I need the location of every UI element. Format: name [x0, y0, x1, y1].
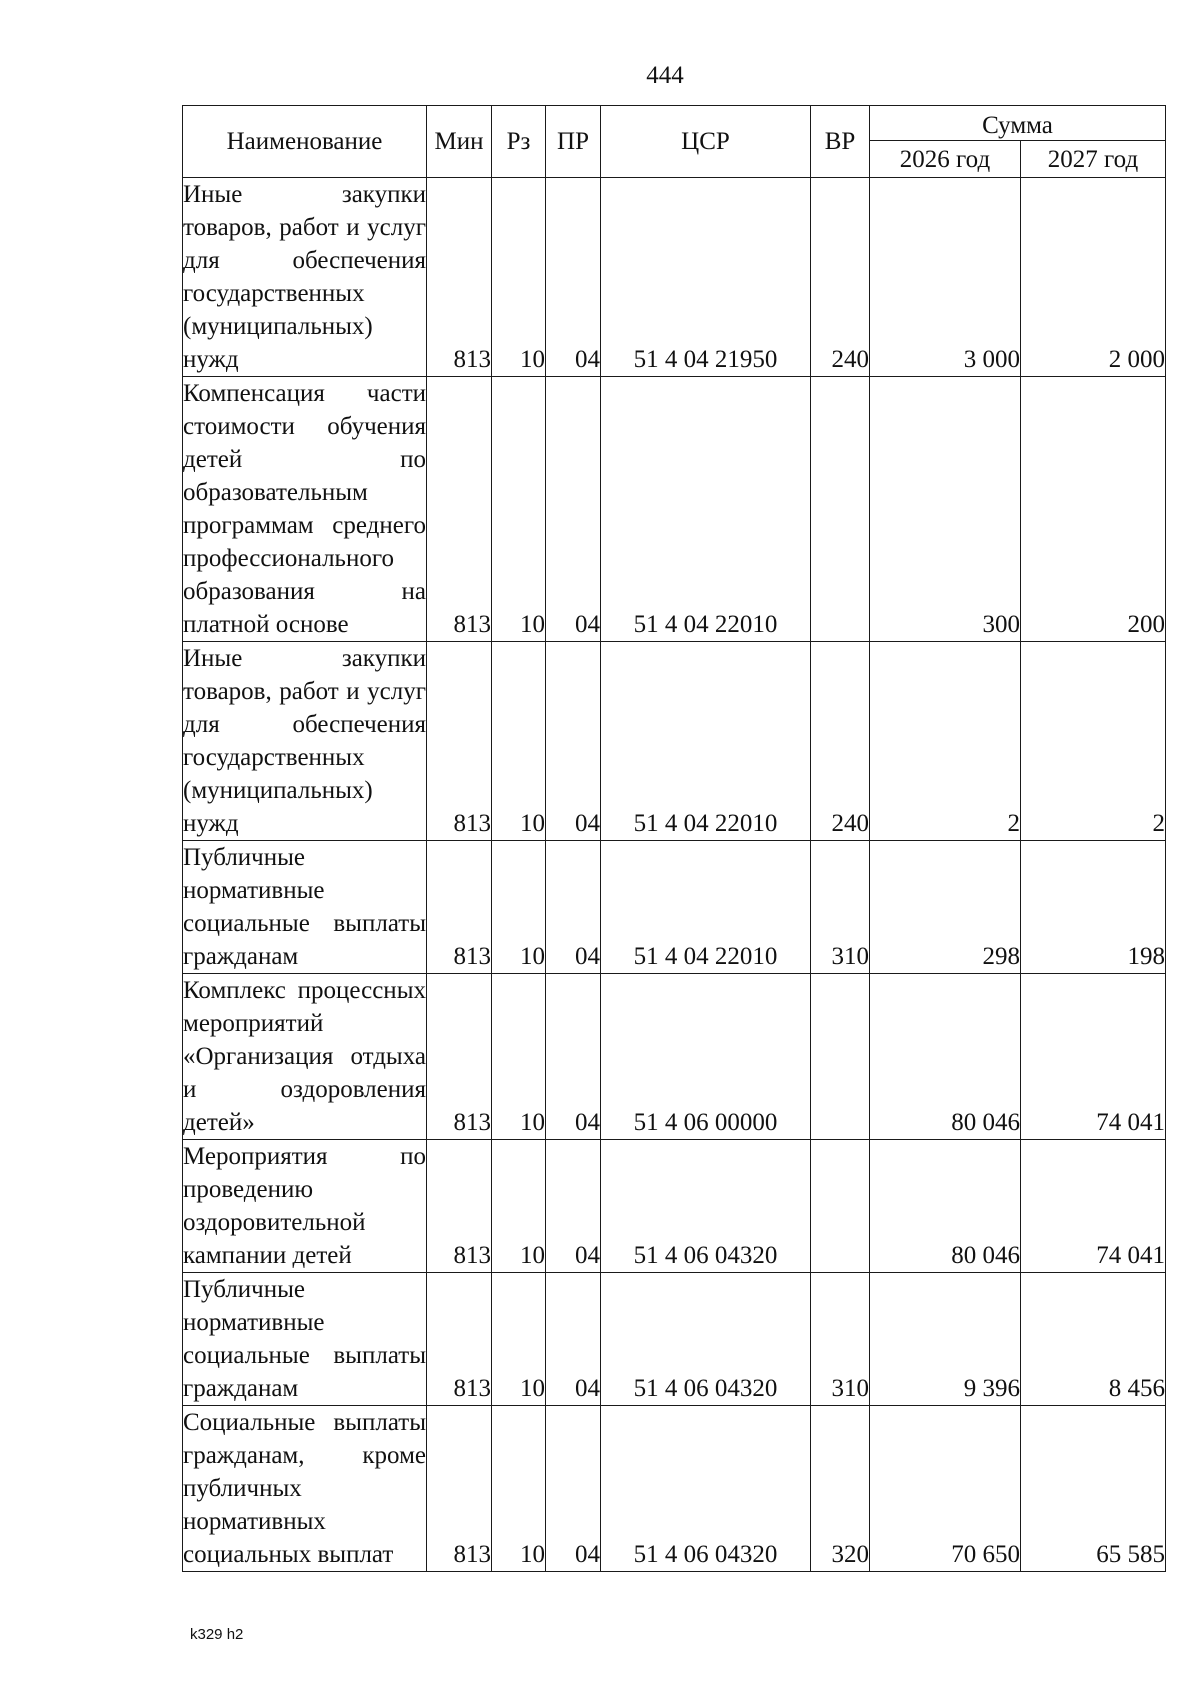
header-min: Мин	[427, 106, 492, 178]
footer-code: k329 h2	[190, 1626, 244, 1643]
cell-min: 813	[427, 841, 492, 974]
cell-vr: 320	[811, 1406, 870, 1572]
cell-csr: 51 4 06 04320	[601, 1406, 811, 1572]
cell-csr: 51 4 04 22010	[601, 642, 811, 841]
cell-name: Комплекс процессных мероприятий «Организация отдыха и оздоровления детей»	[183, 974, 427, 1140]
cell-vr	[811, 1140, 870, 1273]
cell-min: 813	[427, 642, 492, 841]
cell-pr: 04	[546, 1406, 601, 1572]
table-row	[183, 178, 1166, 377]
table-row	[183, 841, 1166, 974]
header-year-2027: 2027 год	[1021, 141, 1166, 178]
table-row	[183, 1406, 1166, 1572]
cell-csr: 51 4 06 04320	[601, 1140, 811, 1273]
cell-2026: 3 000	[870, 178, 1021, 377]
header-sum: Сумма	[870, 106, 1166, 141]
cell-csr: 51 4 06 00000	[601, 974, 811, 1140]
cell-2026: 80 046	[870, 974, 1021, 1140]
cell-csr: 51 4 06 04320	[601, 1273, 811, 1406]
cell-min: 813	[427, 1406, 492, 1572]
cell-csr: 51 4 04 21950	[601, 178, 811, 377]
cell-2027: 2	[1021, 642, 1166, 841]
cell-vr	[811, 377, 870, 642]
cell-pr: 04	[546, 974, 601, 1140]
cell-name: Публичные нормативные социальные выплаты гражданам	[183, 1273, 427, 1406]
cell-pr: 04	[546, 178, 601, 377]
cell-pr: 04	[546, 642, 601, 841]
cell-name: Мероприятия по проведению оздоровительной кампании детей	[183, 1140, 427, 1273]
cell-2026: 2	[870, 642, 1021, 841]
cell-rz: 10	[492, 841, 546, 974]
cell-pr: 04	[546, 1140, 601, 1273]
cell-2027: 8 456	[1021, 1273, 1166, 1406]
table-row	[183, 642, 1166, 841]
cell-min: 813	[427, 1273, 492, 1406]
cell-rz: 10	[492, 377, 546, 642]
cell-rz: 10	[492, 642, 546, 841]
header-rz: Рз	[492, 106, 546, 178]
cell-name: Иные закупки товаров, работ и услуг для обеспечения государственных (муниципальных) нужд	[183, 642, 427, 841]
cell-pr: 04	[546, 377, 601, 642]
cell-name: Иные закупки товаров, работ и услуг для обеспечения государственных (муниципальных) нужд	[183, 178, 427, 377]
cell-2026: 300	[870, 377, 1021, 642]
cell-2027: 74 041	[1021, 974, 1166, 1140]
table-row	[183, 377, 1166, 642]
cell-vr: 310	[811, 1273, 870, 1406]
cell-rz: 10	[492, 178, 546, 377]
table-row	[183, 1140, 1166, 1273]
cell-rz: 10	[492, 1140, 546, 1273]
budget-table	[182, 105, 1166, 1572]
cell-csr: 51 4 04 22010	[601, 377, 811, 642]
cell-2026: 80 046	[870, 1140, 1021, 1273]
cell-min: 813	[427, 377, 492, 642]
cell-min: 813	[427, 1140, 492, 1273]
cell-vr: 240	[811, 642, 870, 841]
cell-2027: 74 041	[1021, 1140, 1166, 1273]
cell-2027: 200	[1021, 377, 1166, 642]
cell-rz: 10	[492, 1273, 546, 1406]
cell-pr: 04	[546, 841, 601, 974]
cell-csr: 51 4 04 22010	[601, 841, 811, 974]
cell-min: 813	[427, 974, 492, 1140]
cell-2026: 298	[870, 841, 1021, 974]
cell-2027: 65 585	[1021, 1406, 1166, 1572]
cell-name: Социальные выплаты гражданам, кроме публичных нормативных социальных выплат	[183, 1406, 427, 1572]
cell-rz: 10	[492, 1406, 546, 1572]
header-year-2026: 2026 год	[870, 141, 1021, 178]
cell-rz: 10	[492, 974, 546, 1140]
cell-name: Публичные нормативные социальные выплаты гражданам	[183, 841, 427, 974]
cell-min: 813	[427, 178, 492, 377]
table-header	[183, 106, 1166, 178]
header-csr: ЦСР	[601, 106, 811, 178]
cell-pr: 04	[546, 1273, 601, 1406]
table-row	[183, 1273, 1166, 1406]
header-vr: ВР	[811, 106, 870, 178]
header-name: Наименование	[183, 106, 427, 178]
cell-2027: 198	[1021, 841, 1166, 974]
page-number: 444	[646, 62, 684, 89]
cell-name: Компенсация части стоимости обучения детей по образовательным программам среднего профессионального образования на платной основе	[183, 377, 427, 642]
cell-vr: 310	[811, 841, 870, 974]
cell-vr	[811, 974, 870, 1140]
cell-2026: 70 650	[870, 1406, 1021, 1572]
table-row	[183, 974, 1166, 1140]
header-pr: ПР	[546, 106, 601, 178]
cell-2027: 2 000	[1021, 178, 1166, 377]
cell-vr: 240	[811, 178, 870, 377]
cell-2026: 9 396	[870, 1273, 1021, 1406]
